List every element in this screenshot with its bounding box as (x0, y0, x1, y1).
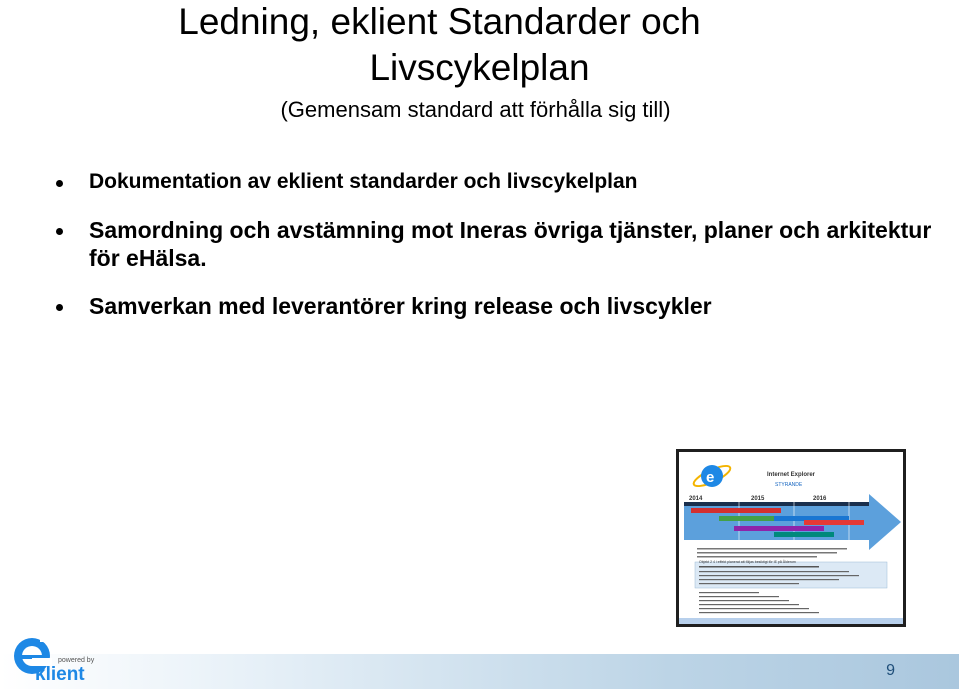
bullet-text: Samverkan med leverantörer kring release och livscykler (89, 293, 712, 319)
thumbnail-title: Internet Explorer (767, 472, 816, 478)
bullet-list (56, 168, 936, 320)
slide-title-line-1: Ledning, eklient Standarder och (178, 1, 701, 42)
slide-subtitle: (Gemensam standard att förhålla sig till) (280, 97, 671, 122)
slide-title-line-2: Livscykelplan (369, 47, 590, 88)
bullet-item (56, 216, 936, 272)
bullet-text: Samordning och avstämning mot Ineras övriga tjänster, planer och arkitektur för eHälsa. (89, 217, 932, 271)
bullet-dot-icon (56, 228, 63, 235)
svg-text:e: e (706, 469, 715, 486)
thumbnail-year: 2016 (813, 496, 827, 502)
bullet-dot-icon (56, 180, 63, 187)
internet-explorer-thumbnail (676, 449, 906, 627)
page-number: 9 (886, 662, 895, 679)
footer-band (0, 654, 959, 689)
logo-powered-by: powered by (58, 657, 95, 664)
thumbnail-year: 2015 (751, 496, 765, 502)
thumbnail-subtitle: STYRANDE (775, 482, 803, 488)
bullet-item (56, 168, 936, 196)
logo-text: klient (35, 664, 85, 685)
thumbnail-box-heading: Objekt 2 4 i effekt planerat att följas besiktigt för IE på Ålderom (699, 560, 796, 564)
bullet-text: Dokumentation av eklient standarder och livscykelplan (89, 170, 638, 193)
bullet-dot-icon (56, 304, 63, 311)
thumbnail-year: 2014 (689, 496, 703, 502)
bullet-item (56, 292, 936, 320)
